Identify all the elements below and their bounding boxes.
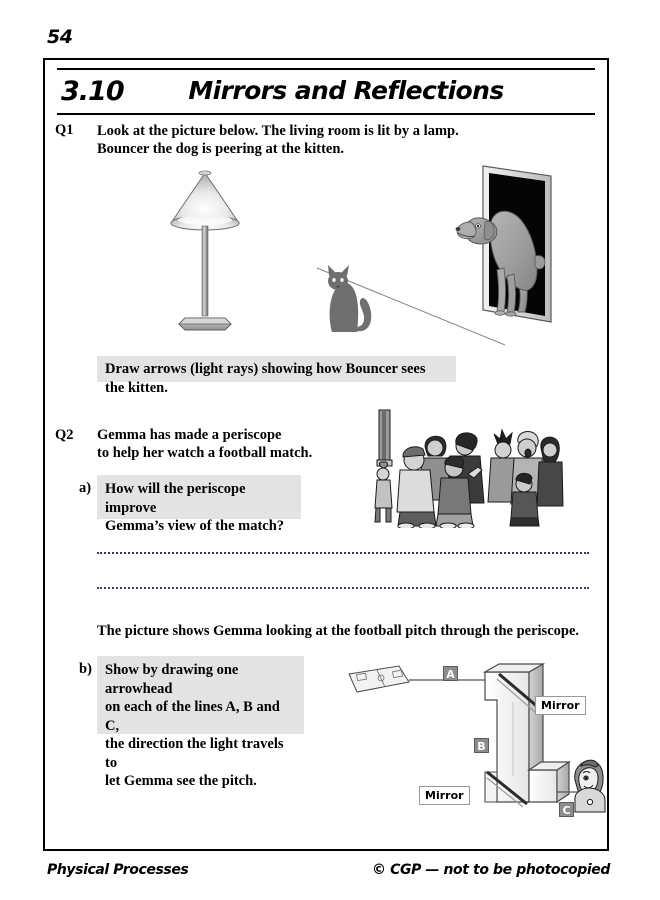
label-c-chip: C: [559, 802, 574, 817]
living-room-illustration: [85, 160, 595, 360]
question-2-line-2: to help her watch a football match.: [97, 445, 313, 461]
part-a-line-2: Gemma’s view of the match?: [105, 518, 285, 534]
header-rule-bottom: [57, 113, 595, 115]
question-2-line-1: Gemma has made a periscope: [97, 427, 282, 443]
question-1-text: [97, 122, 459, 158]
football-pitch-graphic: [349, 666, 409, 692]
q2-intro-text: The picture shows Gemma looking at the football pitch through the periscope.: [97, 623, 580, 639]
section-number: 3.10: [61, 76, 124, 107]
page-frame: [43, 58, 609, 851]
question-1-label: Q1: [55, 122, 74, 138]
part-a-box: [97, 475, 301, 534]
label-a-chip: A: [443, 666, 458, 681]
part-b-line-3: the direction the light travels to: [105, 736, 284, 771]
gemma-graphic: [575, 760, 605, 812]
part-b-line-4: let Gemma see the pitch.: [105, 773, 257, 789]
part-b-label: b): [79, 661, 92, 677]
page-title: Mirrors and Reflections: [188, 76, 504, 105]
crowd-illustration: [370, 408, 565, 528]
part-b-box: [97, 656, 304, 789]
footer-right-text: © CGP — not to be photocopied: [372, 862, 610, 878]
question-2-text: [97, 426, 312, 462]
footer-left-text: Physical Processes: [47, 862, 189, 878]
part-a-label: a): [79, 480, 92, 496]
q1-instruction-box: Draw arrows (light rays) showing how Bouncer sees the kitten.: [97, 356, 456, 382]
cat-graphic: [328, 265, 371, 332]
part-b-line-2: on each of the lines A, B and C,: [105, 699, 280, 734]
answer-line-1[interactable]: [97, 549, 589, 554]
question-2-label: Q2: [55, 427, 74, 443]
page-number: 54: [47, 26, 73, 48]
answer-line-2[interactable]: [97, 584, 589, 589]
question-1-line-1: Look at the picture below. The living room is lit by a lamp.: [97, 123, 459, 139]
section-header: [45, 68, 607, 116]
question-1-line-2: Bouncer the dog is peering at the kitten.: [97, 141, 345, 157]
mirror-label-bottom: Mirror: [419, 786, 470, 805]
label-b-chip: B: [474, 738, 489, 753]
lamp-graphic: [171, 171, 239, 330]
part-b-line-1: Show by drawing one arrowhead: [105, 662, 239, 697]
periscope-body: [485, 664, 569, 807]
header-rule-top: [57, 68, 595, 70]
mirror-label-top: Mirror: [535, 696, 586, 715]
periscope-diagram: [347, 652, 607, 837]
part-a-line-1: How will the periscope improve: [105, 481, 246, 516]
